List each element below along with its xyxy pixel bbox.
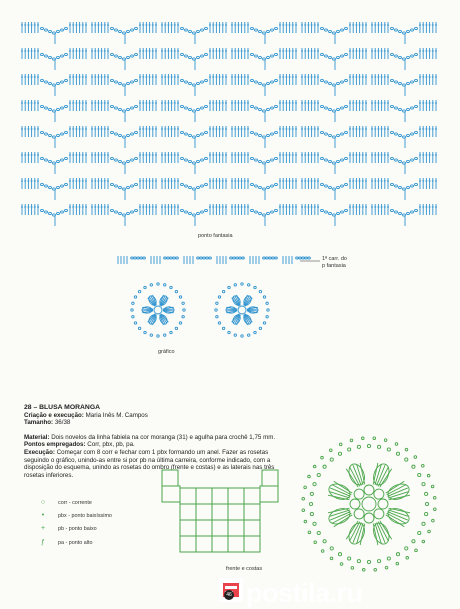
ponto-fantasia-caption: ponto fantasia <box>198 233 233 239</box>
legend-chain <box>38 499 92 506</box>
execution-value: Começar com 8 corr e fechar com 1 pbx formando um anel. Fazer as rosetas seguindo o gráfico, unindo-as entre si por pb na última carreira, conforme indicado, com a disposição do esquema, unindo as rosetas do ombro (frente e costas) e as laterais nas três rosetas inferiores. <box>24 448 275 479</box>
grafico-caption: gráfico <box>158 349 175 355</box>
legend-slip-stitch <box>38 512 112 519</box>
first-row-note-line1: 1ª carr. do <box>322 256 347 262</box>
creation-label: Criação e execução: <box>24 411 84 419</box>
slip-stitch-icon: • <box>41 512 45 519</box>
stitches-value: Corr, pbx, pb, pa. <box>87 441 135 449</box>
motif-chart <box>112 252 318 348</box>
legend-chain-text: corr - corrente <box>58 499 92 506</box>
pattern-title: 28 – BLUSA MORANGA <box>24 404 101 411</box>
chain-icon: ○ <box>40 499 46 506</box>
double-crochet-icon: ƒ <box>41 539 45 546</box>
rosette-chart <box>296 430 442 578</box>
legend-double-crochet-text: pa - ponto alto <box>58 539 93 546</box>
first-row-pointer <box>300 258 322 264</box>
execution-label: Execução: <box>24 448 55 456</box>
legend-slip-stitch-text: pbx - ponto baixíssimo <box>58 512 112 519</box>
creation-value: Maria Inês M. Campos <box>85 411 148 419</box>
legend-single-crochet <box>38 525 97 532</box>
legend-single-crochet-text: pb - ponto baixo <box>58 525 97 532</box>
size-line <box>24 419 292 427</box>
single-crochet-icon: + <box>40 525 46 532</box>
stitches-label: Pontos empregados: <box>24 441 86 449</box>
legend-double-crochet <box>38 539 92 546</box>
page-number: 46 <box>224 590 234 600</box>
material-label: Material: <box>24 433 50 441</box>
first-row-note <box>322 256 347 269</box>
size-value: 36/38 <box>54 419 71 427</box>
stitch-pattern-chart <box>20 18 440 226</box>
material-line <box>24 434 292 442</box>
frente-costas-caption: frente e costas <box>226 566 263 572</box>
stitches-line <box>24 441 292 449</box>
first-row-note-line2: p fantasia <box>322 262 346 269</box>
material-value: Dois novelos da linha fabiela na cor moranga (31) e agulha para crochê 1,75 mm. <box>51 433 276 441</box>
blouse-schema-grid <box>160 468 300 568</box>
watermark-text: postila.ru <box>246 578 363 608</box>
creation-line <box>24 412 292 420</box>
size-label: Tamanho: <box>24 419 54 427</box>
